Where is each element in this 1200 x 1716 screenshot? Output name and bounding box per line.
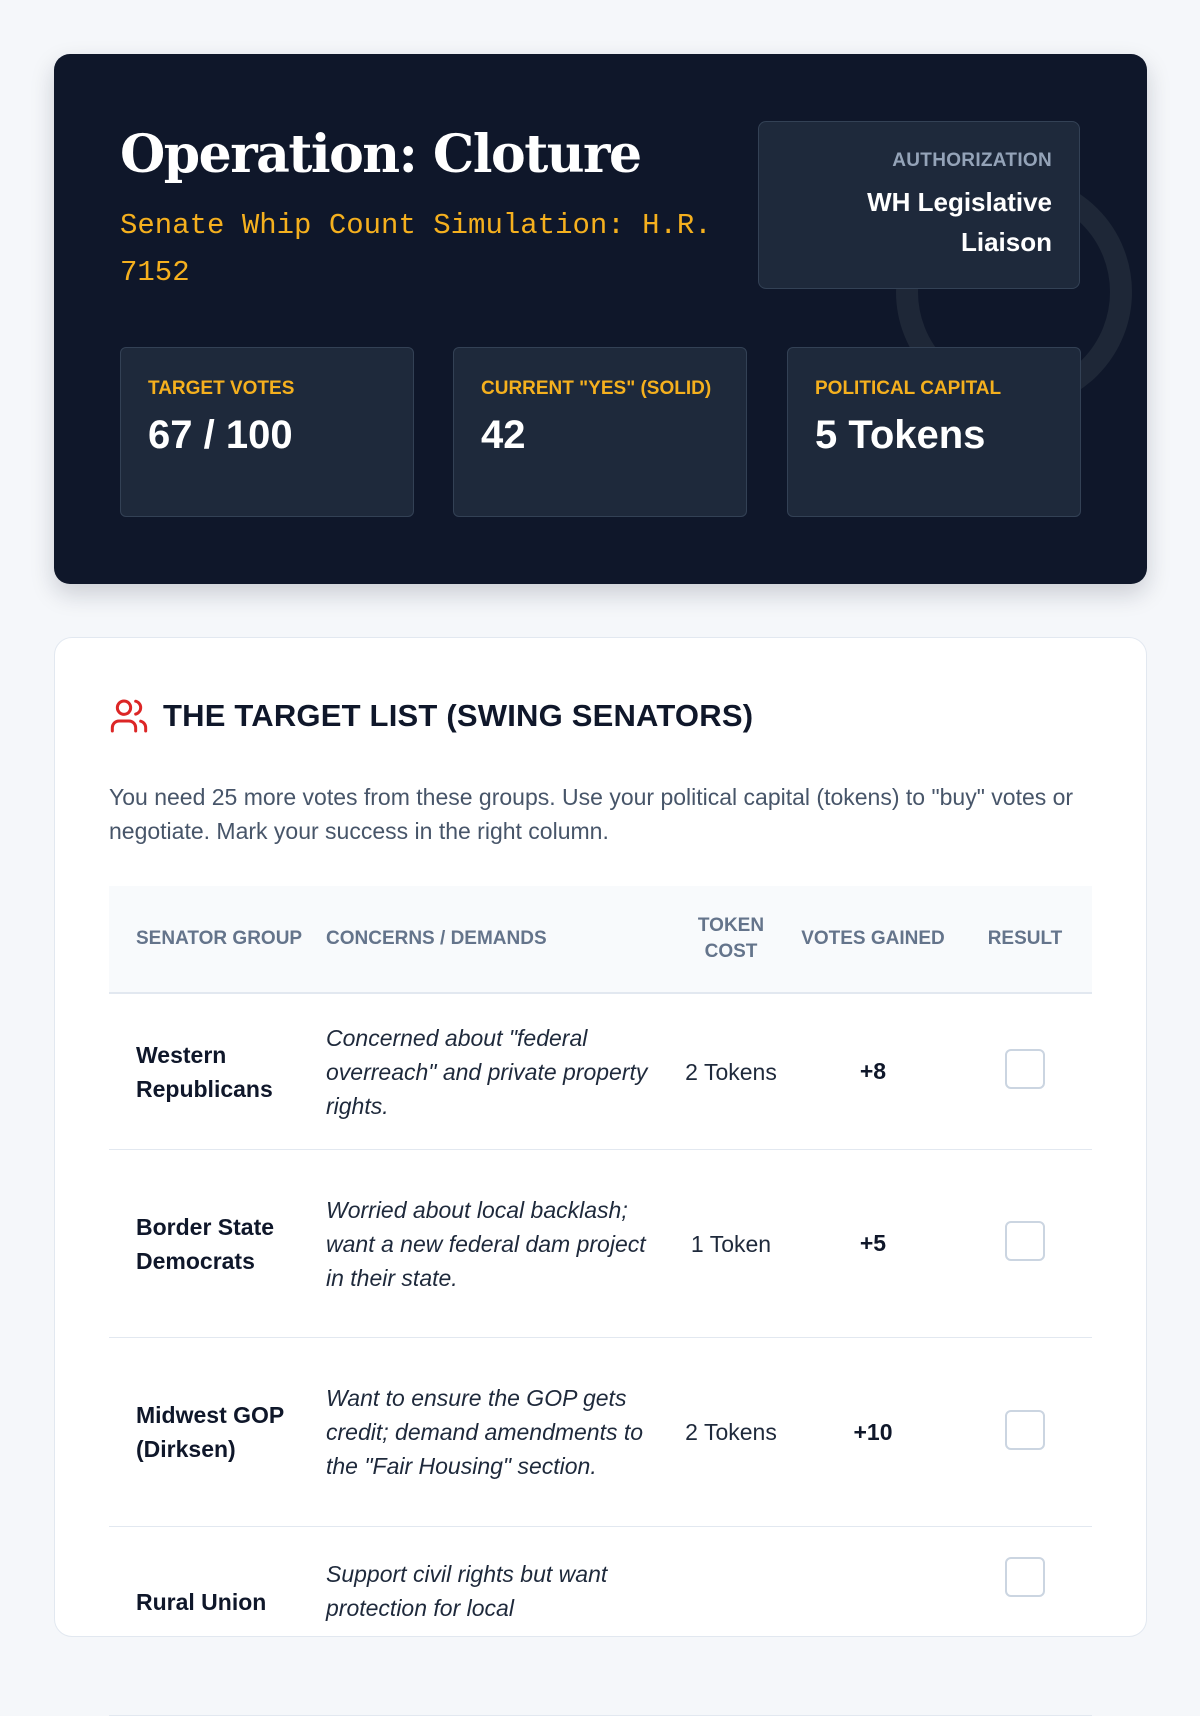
stat-card-target-votes — [120, 347, 414, 517]
authorization-value: WH Legislative Liaison — [867, 187, 1052, 257]
result-cell — [958, 1221, 1092, 1266]
result-cell — [958, 1557, 1092, 1602]
table-row — [109, 994, 1092, 1150]
result-checkbox[interactable] — [1005, 1557, 1045, 1597]
concern-text: Concerned about "federal overreach" and private property rights. — [326, 1024, 648, 1119]
concern-text: Worried about local backlash; want a new federal dam project in their state. — [326, 1196, 646, 1291]
table-header — [109, 886, 1092, 994]
users-icon — [109, 696, 149, 736]
table-row — [109, 1527, 1092, 1716]
page-title: Operation: Cloture — [120, 124, 641, 185]
result-cell — [958, 1049, 1092, 1094]
authorization-box — [758, 121, 1080, 289]
table-row — [109, 1150, 1092, 1338]
result-checkbox[interactable] — [1005, 1221, 1045, 1261]
section-title: THE TARGET LIST (SWING SENATORS) — [163, 698, 754, 733]
stat-label: CURRENT "YES" (SOLID) — [481, 378, 712, 399]
token-cost: 1 Token — [690, 1230, 772, 1257]
target-list-card — [54, 637, 1147, 1637]
authorization-label: AUTHORIZATION — [892, 150, 1052, 171]
stat-value: 42 — [481, 413, 526, 457]
section-header — [109, 696, 753, 736]
votes-gained: +5 — [859, 1230, 887, 1256]
senator-group: Midwest GOP (Dirksen) — [136, 1402, 284, 1462]
token-cost: 2 Tokens — [685, 1058, 777, 1085]
result-cell — [958, 1410, 1092, 1455]
concern-text: Support civil rights but want protection for local — [326, 1561, 608, 1621]
result-checkbox[interactable] — [1005, 1410, 1045, 1450]
section-description: You need 25 more votes from these groups. Use your political capital (tokens) to "buy" votes or negotiate. Mark your success in the right column. — [109, 784, 1074, 844]
token-cost: 2 Tokens — [685, 1419, 777, 1445]
column-header-token-cost: TOKEN COST — [697, 915, 765, 962]
result-checkbox[interactable] — [1005, 1049, 1045, 1089]
column-header-concerns: CONCERNS / DEMANDS — [326, 928, 547, 949]
concern-text: Want to ensure the GOP gets credit; demand amendments to the "Fair Housing" section. — [326, 1385, 644, 1479]
senator-group: Western Republicans — [136, 1041, 273, 1102]
stat-card-political-capital — [787, 347, 1081, 517]
stat-value: 5 Tokens — [815, 413, 986, 457]
stat-value: 67 / 100 — [148, 413, 293, 457]
column-header-result: RESULT — [987, 928, 1063, 949]
stat-label: POLITICAL CAPITAL — [815, 378, 1002, 399]
page-subtitle: Senate Whip Count Simulation: H.R. 7152 — [120, 209, 712, 289]
votes-gained: +10 — [853, 1418, 893, 1445]
stat-label: TARGET VOTES — [148, 378, 295, 399]
senator-group: Border State Democrats — [136, 1213, 275, 1274]
table-row — [109, 1338, 1092, 1527]
senator-group: Rural Union — [136, 1589, 267, 1615]
column-header-senator-group: SENATOR GROUP — [136, 928, 303, 949]
stat-card-current-yes — [453, 347, 747, 517]
hero-panel — [54, 54, 1147, 584]
votes-gained: +8 — [859, 1058, 887, 1084]
column-header-votes-gained: VOTES GAINED — [801, 928, 945, 949]
target-table — [109, 886, 1092, 1716]
